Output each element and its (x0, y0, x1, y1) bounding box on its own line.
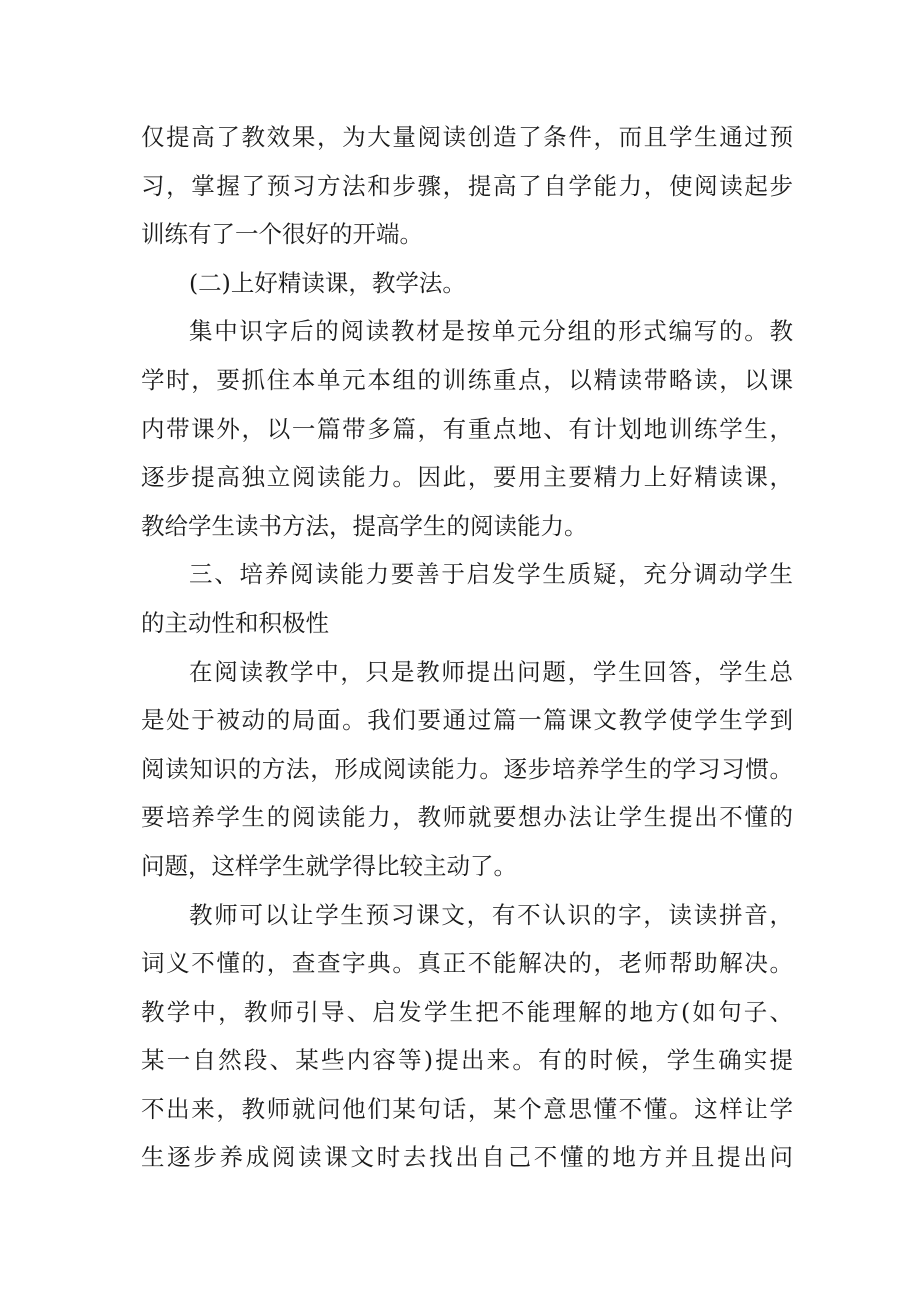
text-line: 集中识字后的阅读教材是按单元分组的形式编写的。教 (189, 317, 793, 346)
text-line: 逐步提高独立阅读能力。因此，要用主要精力上好精读课， (141, 463, 793, 492)
text-line: 某一自然段、某些内容等)提出来。有的时候，学生确实提 (141, 1046, 793, 1075)
text-line: 仅提高了教效果，为大量阅读创造了条件，而且学生通过预 (141, 123, 793, 151)
text-line: 生逐步养成阅读课文时去找出自己不懂的地方并且提出问 (141, 1143, 793, 1172)
section-heading: (二)上好精读课，教学法。 (189, 268, 466, 297)
section-heading-continued: 的主动性和积极性 (141, 608, 329, 637)
text-line: 阅读知识的方法，形成阅读能力。逐步培养学生的学习习惯。 (141, 754, 793, 783)
text-line: 习，掌握了预习方法和步骤，提高了自学能力，使阅读起步 (141, 171, 793, 200)
document-body (141, 113, 793, 1182)
section-heading: 三、培养阅读能力要善于启发学生质疑，充分调动学生 (189, 560, 793, 589)
text-line: 教学中，教师引导、启发学生把不能理解的地方(如句子、 (141, 997, 793, 1026)
text-line: 是处于被动的局面。我们要通过篇一篇课文教学使学生学到 (141, 706, 793, 735)
text-line: 要培养学生的阅读能力，教师就要想办法让学生提出不懂的 (141, 803, 793, 832)
text-line: 教给学生读书方法，提高学生的阅读能力。 (141, 511, 588, 540)
text-line: 不出来，教师就问他们某句话，某个意思懂不懂。这样让学 (141, 1094, 793, 1123)
text-line: 词义不懂的，查查字典。真正不能解决的，老师帮助解决。 (141, 949, 793, 978)
text-line: 训练有了一个很好的开端。 (141, 220, 423, 249)
text-line: 内带课外，以一篇带多篇，有重点地、有计划地训练学生， (141, 414, 793, 443)
text-line: 在阅读教学中，只是教师提出问题，学生回答，学生总 (189, 657, 793, 686)
text-line: 教师可以让学生预习课文，有不认识的字，读读拼音， (189, 900, 793, 929)
text-line: 问题，这样学生就学得比较主动了。 (141, 851, 517, 880)
text-line: 学时，要抓住本单元本组的训练重点，以精读带略读，以课 (141, 365, 793, 394)
